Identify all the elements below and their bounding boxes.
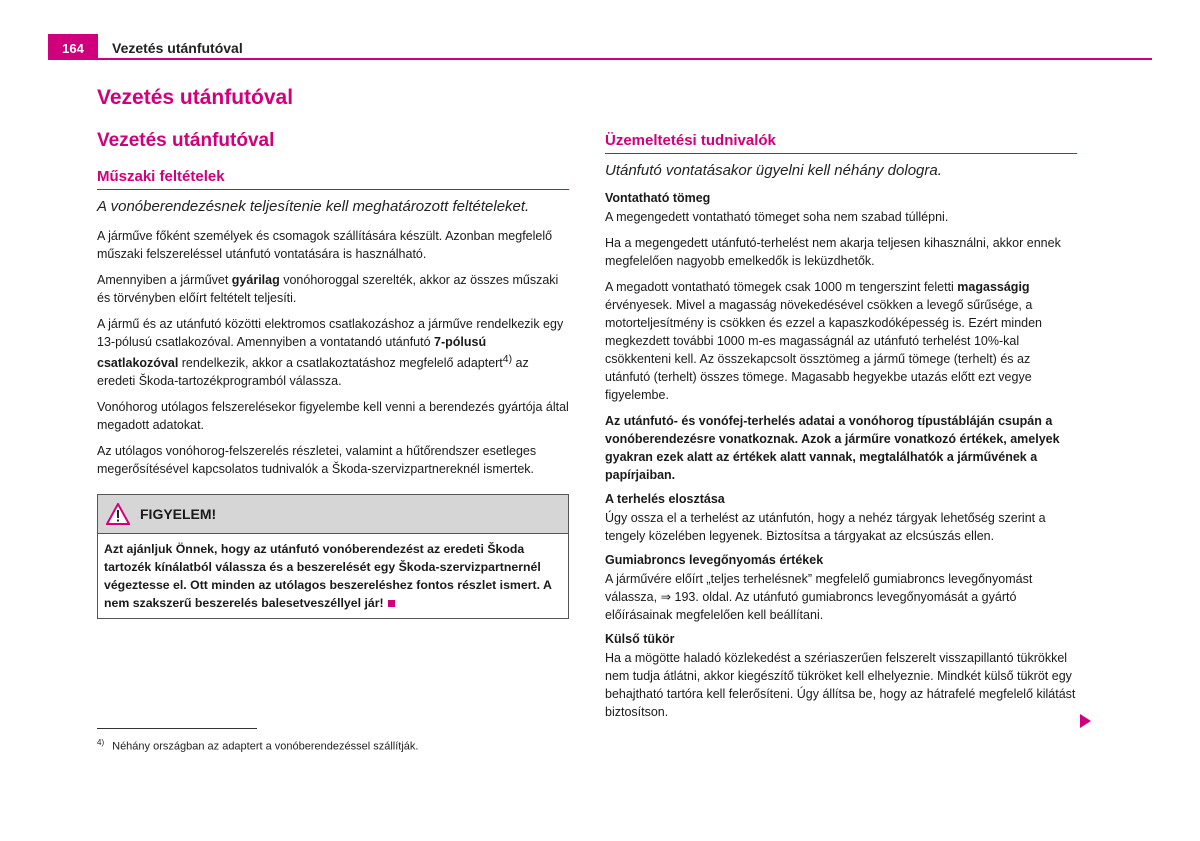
footnote-rule: [97, 728, 257, 729]
text-run: vonóhoroggal szerelték, akkor az összes műszaki és törvényben előírt feltételt teljesíti.: [97, 273, 559, 305]
end-marker-icon: [388, 600, 395, 607]
running-title: Vezetés utánfutóval: [112, 40, 243, 56]
footnote-mark: 4): [97, 738, 105, 747]
warning-triangle-icon: [106, 503, 130, 525]
warning-box: [97, 494, 569, 619]
footnote-text: Néhány országban az adaptert a vonóberendezéssel szállítják.: [112, 740, 419, 753]
warning-header: [98, 495, 568, 534]
lead-text: Utánfutó vontatásakor ügyelni kell néhány dologra.: [605, 162, 942, 179]
paragraph: [97, 315, 569, 390]
paragraph: Úgy ossza el a terhelést az utánfutón, hogy a nehéz tárgyak lehetőség szerint a tengely közelében legyenek. Biztosítsa a tárgyakat az elcsúszás ellen.: [605, 511, 1046, 543]
heading-tyre-pressure: Gumiabroncs levegőnyomás értékek: [605, 553, 824, 567]
bold-term: magasságig: [957, 280, 1030, 294]
paragraph: [97, 271, 569, 307]
paragraph: Ha a megengedett utánfutó-terhelést nem akarja teljesen kihasználni, akkor ennek megfelelően nagyobb emelkedők is leküzdhetők.: [605, 236, 1061, 268]
heading-towable-mass: Vontatható tömeg: [605, 191, 711, 205]
paragraph: Ha a mögötte haladó közlekedést a szériaszerűen felszerelt visszapillantó tükrökkel nem tudja átlátni, akkor kiegészítő tükröket kell elhelyeznie. Mindkét külső tükröt egy behajtható tartóra kell felerősíteni. Úgy állítsa be, hogy az hátrafelé megfelelő kilátást biztosítson.: [605, 651, 1076, 719]
warning-title: FIGYELEM!: [140, 506, 217, 523]
bold-term: gyárilag: [231, 273, 280, 287]
text-run: Amennyiben a járművet: [97, 273, 232, 287]
subsection-title-operation: Üzemeltetési tudnivalók: [605, 132, 1077, 154]
right-column: [605, 132, 1077, 729]
warning-text: Azt ajánljuk Önnek, hogy az utánfutó vonóberendezést az eredeti Škoda tartozék kínálatból válassza és a beszerelését egy Škoda-szervizpartnernél végeztesse el. Ott minden az utólagos beszereléshez fontos részlet ismert. A nem szakszerű beszerelés balesetveszéllyel jár!: [104, 542, 552, 611]
paragraph: Vonóhorog utólagos felszerelésekor figyelembe kell venni a berendezés gyártója által megadott adatokat.: [97, 400, 569, 433]
paragraph: A járművére előírt „teljes terhelésnek” megfelelő gumiabroncs levegőnyomást válassza, ⇒ 193. oldal. Az utánfutó gumiabroncs levegőnyomását a gyártó előírásainak megfelelően kell beállítani.: [605, 572, 1033, 622]
bold-term: 7-pólusú csatlakozóval: [97, 335, 487, 371]
footnote-ref[interactable]: 4): [502, 354, 513, 365]
page-number: 164: [48, 34, 98, 60]
heading-exterior-mirror: Külső tükör: [605, 632, 675, 646]
paragraph: Az utólagos vonóhorog-felszerelés részletei, valamint a hűtőrendszer esetleges megerősítésével kapcsolatos tudnivalók a Škoda-szervizpartnereknél ismertek.: [97, 444, 537, 477]
paragraph: A megengedett vontatható tömeget soha nem szabad túllépni.: [605, 210, 949, 224]
lead-text: A vonóberendezésnek teljesítenie kell meghatározott feltételeket.: [97, 198, 530, 215]
header-rule: [48, 58, 1152, 60]
text-run: rendelkezik, akkor a csatlakoztatáshoz megfelelő adaptert: [178, 356, 503, 371]
text-run: érvényesek. Mivel a magasság növekedésével csökken a levegő sűrűsége, a motorteljesítmény is csökken és ezzel a kapaszkodóképesség is. Ezért minden megkezdett további 1000 m-es magasságnál az utánfutó terhelést 10%-kal csökkenteni kell. Az összekapcsolt össztömeg a jármű tömege (terhelt) és az utánfutó (terhelt) összes tömege. Magasabb hegyekbe utazás előtt ezt vegye figyelembe.: [605, 298, 1043, 402]
heading-load-distribution: A terhelés elosztása: [605, 492, 725, 506]
left-column: [97, 130, 569, 619]
chapter-title: Vezetés utánfutóval: [97, 86, 294, 109]
section-title: Vezetés utánfutóval: [97, 130, 275, 151]
continue-arrow-icon[interactable]: [1080, 714, 1091, 728]
subsection-title-technical: Műszaki feltételek: [97, 168, 569, 190]
bold-note: Az utánfutó- és vonófej-terhelés adatai a vonóhorog típustábláján csupán a vonóberendezésre vonatkoznak. Azok a járműre vonatkozó értékek, amelyek gyakran ezek alatt az értékek alatt vannak, megtalálhatók a járművének a papírjaiban.: [605, 414, 1060, 482]
text-run: A megadott vontatható tömegek csak 1000 m tengerszint feletti: [605, 280, 958, 294]
paragraph: [605, 278, 1077, 404]
text-run: az eredeti Škoda-tartozékprogramból válassza.: [97, 356, 529, 389]
text-run: A jármű és az utánfutó közötti elektromos csatlakozáshoz a járműve rendelkezik egy 13-pólusú csatlakozóval. Amennyiben a vontatandó utánfutó: [97, 317, 564, 349]
paragraph: A járműve főként személyek és csomagok szállítására készült. Azonban megfelelő műszaki felszereléssel utánfutó vontatására is használható.: [97, 229, 553, 261]
warning-body: [98, 534, 568, 618]
footnote: [97, 738, 418, 753]
